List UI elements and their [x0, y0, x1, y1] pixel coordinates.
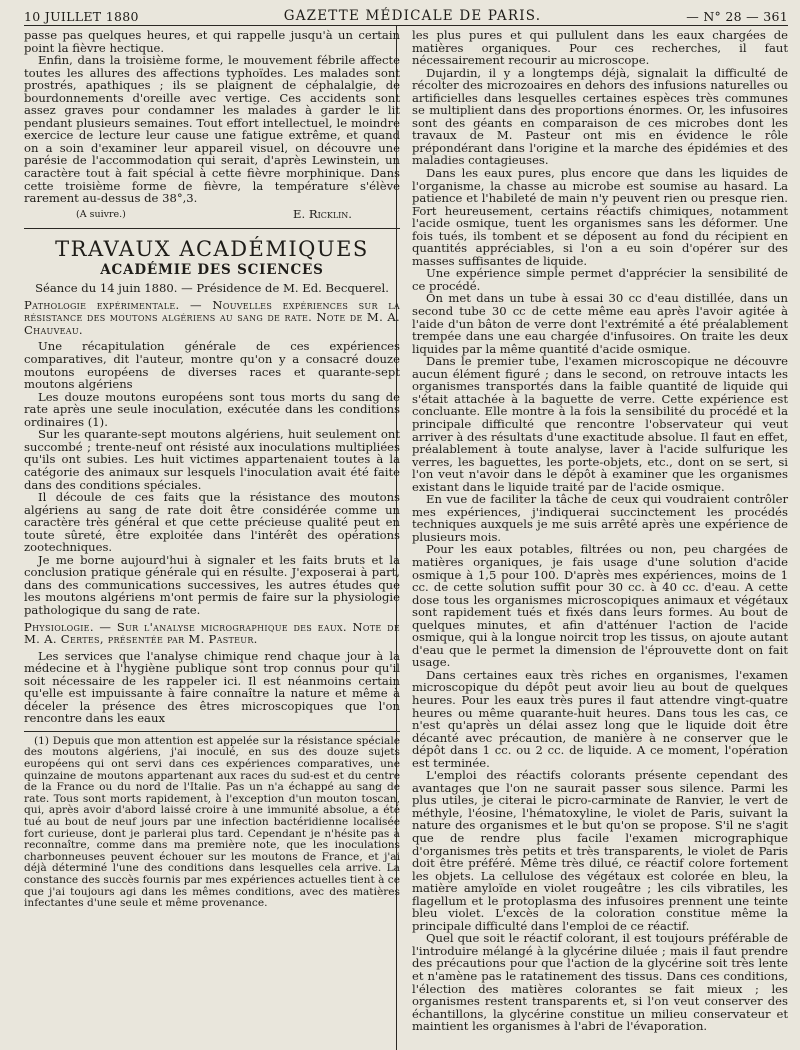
- session-line: Séance du 14 juin 1880. — Présidence de M. Ed. Becquerel.: [35, 281, 389, 296]
- footnote: [24, 731, 400, 910]
- paragraph: Dans certaines eaux très riches en organismes, l'examen microscopique du dépôt peut avoir lieu au bout de quelques heures. Pour les eaux très pures il faut attendre vingt-quatre heures ou même quarante-huit heures. Dans tous les cas, ce n'est qu'après un délai assez long que le liquide doit être décanté avec précaution, de manière à ne conserver que le dépôt dans 1 cc. ou 2 cc. de liquide. A ce moment, l'opération est terminée.: [412, 667, 788, 770]
- paragraph: Quel que soit le réactif colorant, il est toujours préférable de l'introduire mélangé à la glycérine diluée ; mais il faut prendre des précautions pour que l'action de la glycérine soit très lente et n'amène pas le ratatinement des tissus. Dans ces conditions, l'élection des matières colorantes se fait mieux ; les organismes restent transparents et, si l'on veut conserver des échantillons, la glycérine constitue un milieu conservateur et maintient les organismes à l'abri de l'évaporation.: [412, 931, 788, 1034]
- footnote-text: (1) Depuis que mon attention est appelée sur la résistance spéciale des moutons algériens, j'ai inoculé, en sus des douze sujets européens qui ont servi dans ces expériences comparatives, une quinzaine de moutons appartenant aux races du sud-est et du centre de la France ou du nord de l'Italie. Pas un n'a échappé au sang de rate. Tous sont morts rapidement, à l'exception d'un mouton toscan, qui, après avoir d'abord laissé croire à une immunité absolue, a été tué au bout de neuf jours par une infection bactéridienne localisée fort curieuse, dont je parlerai plus tard. Cependant je n'hésite pas à reconnaître, comme dans ma première note, que les inoculations charbonneuses peuvent échouer sur les moutons de France, et j'ai déjà déterminé l'une des conditions dans lesquelles cela arrive. La constance des succès fournis par mes expériences actuelles tient à ce que j'ai toujours agi dans les mêmes conditions, avec des matières infectantes d'une seule et même provenance.: [24, 734, 400, 910]
- paragraph: Une expérience simple permet d'apprécier la sensibilité de ce procédé.: [412, 266, 788, 293]
- paragraph: Sur les quarante-sept moutons algériens, huit seulement ont succombé ; trente-neuf ont résisté aux inoculations multipliées qu'ils ont subies. Les huit victimes appartenaient toutes à la catégorie des animaux sur lesquels l'inoculation avait été faite dans des conditions spéciales.: [24, 427, 400, 492]
- paragraph: Une récapitulation générale de ces expériences comparatives, dit l'auteur, montre qu'on y a consacré douze moutons européens de diverses races et quarante-sept moutons algériens: [24, 339, 400, 392]
- paragraph: les plus pures et qui pullulent dans les eaux chargées de matières organiques. Pour ces recherches, il faut nécessairement recourir au microscope.: [412, 28, 788, 68]
- header-masthead: GAZETTE MÉDICALE DE PARIS.: [283, 8, 542, 24]
- paragraph: Je me borne aujourd'hui à signaler et les faits bruts et la conclusion pratique générale qui en résulte. J'exposerai à part, dans des communications successives, les autres études que les moutons algériens m'ont permis de faire sur la physiologie pathologique du sang de rate.: [24, 552, 400, 617]
- paragraph: En vue de faciliter la tâche de ceux qui voudraient contrôler mes expériences, j'indiquerai succinctement les procédés techniques auxquels je me suis arrêté après une expérience de plusieurs mois.: [412, 492, 788, 544]
- author-signature: E. Ricklin.: [293, 206, 352, 221]
- continued-note: (A suivre.): [76, 209, 126, 221]
- right-column: [412, 29, 788, 1033]
- paragraph: Enfin, dans la troisième forme, le mouvement fébrile affecte toutes les allures des affections typhoïdes. Les malades sont prostrés, apathiques ; ils se plaignent de céphalalgie, de bourdonnements d'oreille avec vertige. Ces accidents sont assez graves pour condamner les malades à garder le lit pendant plusieurs semaines. Tout effort intellectuel, le moindre exercice de lecture leur cause une fatigue extrême, et quand on a soin d'examiner leur appareil visuel, on découvre une parésie de l'accommodation qui serait, d'après Lewinstein, un caractère tout à fait spécial à cette fièvre morphinique. Dans cette troisième forme de fièvre, la température s'élève rarement au-dessus de 38°,3.: [24, 53, 400, 206]
- paragraph: L'emploi des réactifs colorants présente cependant des avantages que l'on ne saurait passer sous silence. Parmi les plus utiles, je citerai le picro-carminate de Ranvier, le vert de méthyle, l'éosine, l'hématoxyline, le violet de Paris, suivant la nature des organismes et le but qu'on se propose. S'il ne s'agit que de rendre plus facile l'examen micrographique d'organismes très petits et très transparents, le violet de Paris doit être préféré. Même très dilué, ce réactif colore fortement les objets. La cellulose des végétaux est colorée en bleu, la matière amyloïde en violet rougeâtre ; les cils vibratiles, les flagellum et le protoplasma des infusoires prennent une teinte bleu violet. L'excès de la coloration constitue même la principale difficulté dans l'emploi de ce réactif.: [412, 768, 788, 933]
- paragraph: Pour les eaux potables, filtrées ou non, peu chargées de matières organiques, je fais usage d'une solution d'acide osmique à 1,5 pour 100. D'après mes expériences, moins de 1 cc. de cette solution suffit pour 30 cc. à 40 cc. d'eau. A cette dose tous les organismes microscopiques animaux et végétaux sont rapidement tués et fixés dans leurs formes. Au bout de quelques minutes, et afin d'atténuer l'action de l'acide osmique, qui à la longue noircit trop les tissus, on ajoute autant d'eau que le permet la dimension de l'éprouvette dont on fait usage.: [412, 542, 788, 670]
- note-heading: Physiologie. — Sur l'analyse micrographique des eaux. Note de M. A. Certes, présentée par M. Pasteur.: [24, 619, 400, 647]
- note-heading: Pathologie expérimentale. — Nouvelles expériences sur la résistance des moutons algériens au sang de rate. Note de M. A. Chauveau.: [24, 297, 400, 337]
- columns: [24, 29, 788, 1033]
- header-date: 10 JUILLET 1880: [24, 9, 139, 24]
- paragraph: Les douze moutons européens sont tous morts du sang de rate après une seule inoculation, exécutée dans les conditions ordinaires (1).: [24, 389, 400, 429]
- paragraph: Les services que l'analyse chimique rend chaque jour à la médecine et à l'hygiène publique sont trop connus pour qu'il soit nécessaire de les rappeler ici. Il est néanmoins certain qu'elle est impuissante à faire connaître la nature et même à déceler la présence des êtres microscopiques que l'on rencontre dans les eaux: [24, 648, 400, 726]
- paragraph: Dujardin, il y a longtemps déjà, signalait la difficulté de récolter des microzoaires en dehors des infusions naturelles ou artificielles dans lesquelles certaines espèces très communes se multiplient dans des proportions énormes. Or, les infusoires sont des géants en comparaison de ces microbes dont les travaux de M. Pasteur ont mis en évidence le rôle prépondérant dans l'origine et la marche des épidémies et des maladies contagieuses.: [412, 65, 788, 168]
- subsection-title: ACADÉMIE DES SCIENCES: [100, 261, 324, 278]
- section-title: TRAVAUX ACADÉMIQUES: [55, 236, 369, 261]
- left-column: [24, 29, 400, 1033]
- paragraph: Il découle de ces faits que la résistance des moutons algériens au sang de rate doit être considérée comme un caractère très général et que cette précieuse qualité peut en toute sûreté, être exploitée dans l'intérêt des opérations zootechniques.: [24, 490, 400, 555]
- paragraph: Dans le premier tube, l'examen microscopique ne découvre aucun élément figuré ; dans le second, on retrouve intacts les organismes transportés dans la faible quantité de liquide qui s'était attachée à la baguette de verre. Cette expérience est concluante. Elle montre à la fois la sensibilité du procédé et la principale difficulté que rencontre l'observateur qui veut arriver à des résultats d'une exactitude absolue. Il faut en effet, préalablement à toute analyse, laver à l'acide sulfurique les verres, les baguettes, les porte-objets, etc., dont on se sert, si l'on veut n'avoir dans le dépôt à examiner que les organismes existant dans le liquide traité par de l'acide osmique.: [412, 354, 788, 494]
- paragraph: On met dans un tube à essai 30 cc d'eau distillée, dans un second tube 30 cc de cette même eau après l'avoir agitée à l'aide d'un bâton de verre dont l'extrémité a été préalablement trempée dans une eau chargée d'infusoires. On traite les deux liquides par la même quantité d'acide osmique.: [412, 291, 788, 356]
- paragraph: Dans les eaux pures, plus encore que dans les liquides de l'organisme, la chasse au microbe est soumise au hasard. La patience et l'habileté de main n'y peuvent rien ou presque rien. Fort heureusement, certains réactifs chimiques, notamment l'acide osmique, tuent les organismes sans les déformer. Une fois tués, ils tombent et se déposent au fond du récipient en quantités appréciables, si l'on a eu soin d'opérer sur des masses suffisantes de liquide.: [412, 166, 788, 268]
- page-header: [24, 6, 788, 26]
- header-issue: — N° 28 — 361: [686, 9, 788, 24]
- section-rule: [24, 228, 400, 229]
- paragraph: passe pas quelques heures, et qui rappelle jusqu'à un certain point la fièvre hectique.: [24, 28, 400, 55]
